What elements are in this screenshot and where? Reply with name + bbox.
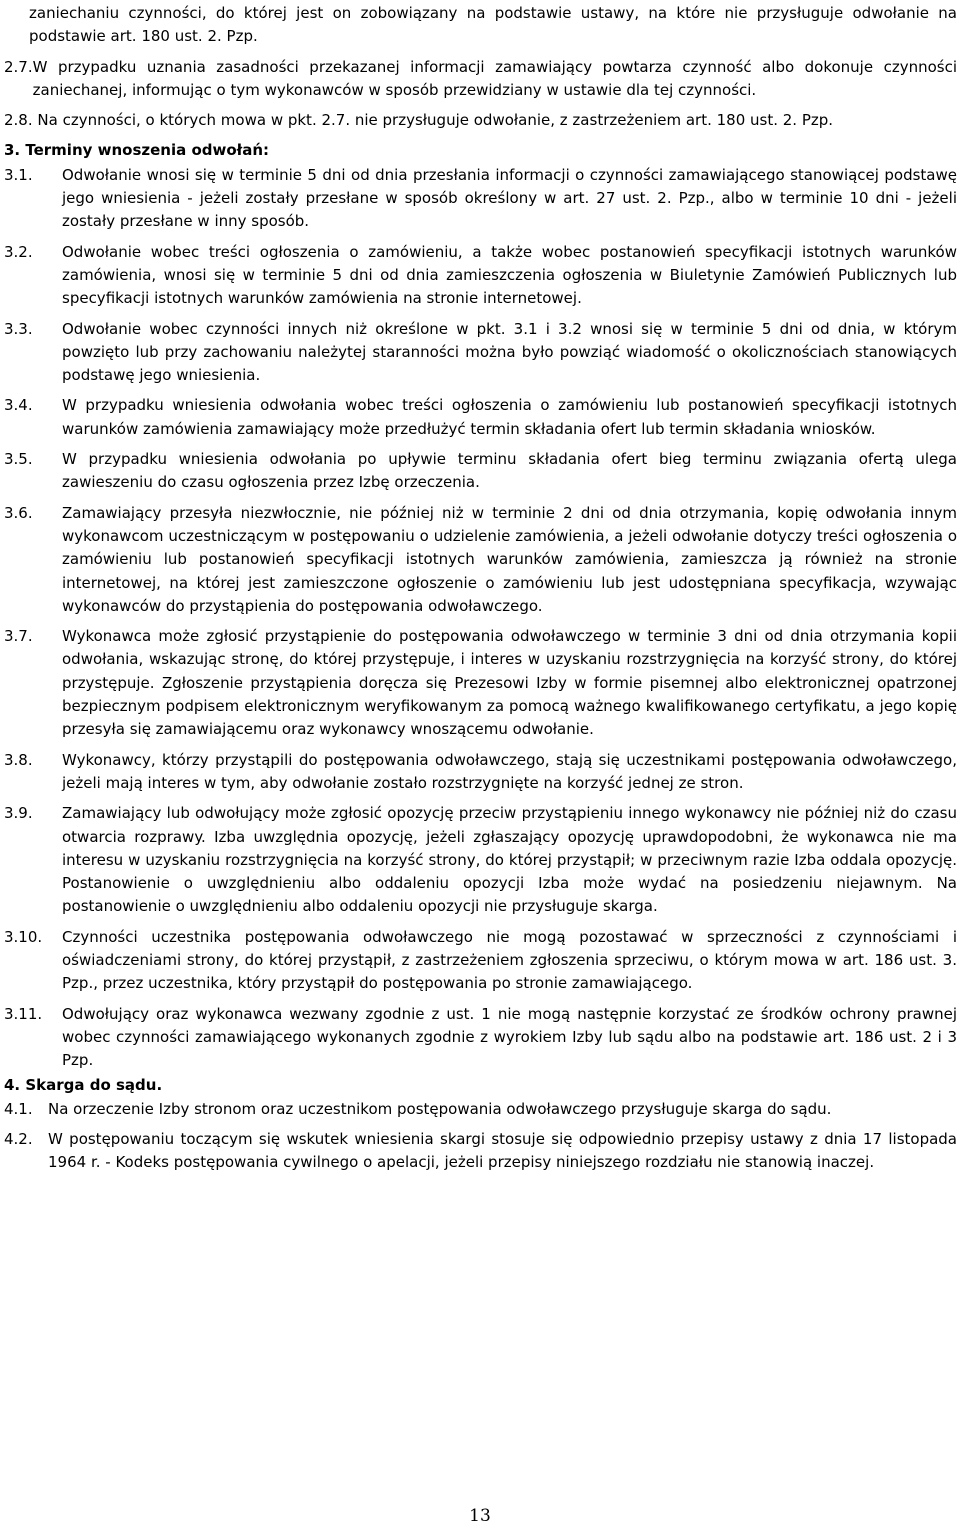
- item-text: Odwołanie wobec treści ogłoszenia o zamówieniu, a także wobec postanowień specyfikacji istotnych warunków zamówienia, wnosi się w terminie 5 dni od dnia zamieszczenia ogłoszenia w Biuletynie Zamówień Publicznych lub specyfikacji istotnych warunków zamówienia na stronie internetowej.: [62, 242, 957, 308]
- item-number: 2.8.: [4, 111, 33, 130]
- item-number: 3.9.: [4, 804, 33, 823]
- item-text: Odwołanie wnosi się w terminie 5 dni od dnia przesłania informacji o czynności zamawiającego stanowiącej podstawę jego wniesienia - jeżeli zostały przesłane w sposób określony w art. 27 ust. 2. Pzp., albo w terminie 10 dni - jeżeli zostały przesłane w inny sposób.: [62, 165, 957, 231]
- item-number: 4.2.: [4, 1130, 33, 1149]
- item-number: 4.1.: [4, 1099, 33, 1118]
- list-item: [4, 1003, 957, 1073]
- item-text: Zamawiający przesyła niezwłocznie, nie później niż w terminie 2 dni od dnia otrzymania, kopię odwołania innym wykonawcom uczestniczącym w postępowaniu o udzielenie zamówienia, a jeżeli odwołanie dotyczy treści ogłoszenia o zamówieniu lub postanowień specyfikacji istotnych warunków zamówienia, zamieszcza ją również na stronie internetowej, na której jest zamieszczone ogłoszenie o zamówieniu lub jest udostępniana specyfikacja, wzywając wykonawców do przystąpienia do postępowania odwoławczego.: [62, 503, 957, 615]
- list-item: [4, 802, 957, 918]
- document-body: [4, 0, 957, 1175]
- item-number: 2.7.: [4, 57, 33, 76]
- item-2-8: [4, 109, 957, 132]
- item-number: 3.10.: [4, 927, 43, 946]
- item-text: Odwołujący oraz wykonawca wezwany zgodnie z ust. 1 nie mogą następnie korzystać ze środków ochrony prawnej wobec czynności zamawiającego wykonanych zgodnie z wyrokiem Izby lub sądu albo na podstawie art. 186 ust. 2 i 3 Pzp.: [62, 1004, 957, 1070]
- list-item: [4, 318, 957, 388]
- list-item: [4, 625, 957, 741]
- item-text: Na orzeczenie Izby stronom oraz uczestnikom postępowania odwoławczego przysługuje skarga do sądu.: [48, 1099, 832, 1118]
- item-text: W przypadku uznania zasadności przekazanej informacji zamawiający powtarza czynność albo dokonuje czynności zaniechanej, informując o tym wykonawców w sposób przewidziany w ustawie dla tej czynności.: [32, 57, 957, 99]
- intro-paragraph: zaniechaniu czynności, do której jest on zobowiązany na podstawie ustawy, na które nie przysługuje odwołanie na podstawie art. 180 ust. 2. Pzp.: [29, 4, 957, 46]
- list-item: [4, 1098, 957, 1121]
- item-text: Na czynności, o których mowa w pkt. 2.7. nie przysługuje odwołanie, z zastrzeżeniem art. 180 ust. 2. Pzp.: [37, 111, 834, 130]
- item-number: 3.8.: [4, 750, 33, 769]
- item-text: Odwołanie wobec czynności innych niż określone w pkt. 3.1 i 3.2 wnosi się w terminie 5 dni od dnia, w którym powzięto lub przy zachowaniu należytej staranności można było powziąć wiadomość o okolicznościach stanowiących podstawę jego wniesienia.: [62, 319, 957, 385]
- item-2-7: [4, 56, 957, 103]
- item-number: 3.2.: [4, 242, 33, 261]
- item-number: 3.3.: [4, 319, 33, 338]
- list-item: [4, 749, 957, 796]
- item-number: 3.11.: [4, 1004, 43, 1023]
- section-4-list: [4, 1098, 957, 1175]
- item-text: W postępowaniu toczącym się wskutek wniesienia skargi stosuje się odpowiednio przepisy ustawy z dnia 17 listopada 1964 r. - Kodeks postępowania cywilnego o apelacji, jeżeli przepisy niniejszego rozdziału nie stanowią inaczej.: [48, 1130, 957, 1172]
- section-3-heading: 3. Terminy wnoszenia odwołań:: [4, 141, 270, 160]
- list-item: [4, 926, 957, 996]
- item-number: 3.4.: [4, 396, 33, 415]
- list-item: [4, 502, 957, 618]
- item-text: W przypadku wniesienia odwołania wobec treści ogłoszenia o zamówieniu lub postanowień specyfikacji istotnych warunków zamówienia zamawiający może przedłużyć termin składania ofert lub termin składania wniosków.: [62, 396, 957, 438]
- list-item: [4, 394, 957, 441]
- item-text: Zamawiający lub odwołujący może zgłosić opozycję przeciw przystąpieniu innego wykonawcy nie później niż do czasu otwarcia rozprawy. Izba uwzględnia opozycję, jeżeli zgłaszający opozycję uprawdopodobni, że wykonawca nie ma interesu w uzyskaniu rozstrzygnięcia na korzyść strony, do której przystąpił; w przeciwnym razie Izba oddala opozycję. Postanowienie o uwzględnieniu albo oddaleniu opozycji Izba może wydać na posiedzeniu niejawnym. Na postanowienie o uwzględnieniu albo oddaleniu opozycji nie przysługuje skarga.: [62, 804, 957, 916]
- item-number: 3.5.: [4, 450, 33, 469]
- list-item: [4, 448, 957, 495]
- item-text: Wykonawcy, którzy przystąpili do postępowania odwoławczego, stają się uczestnikami postępowania odwoławczego, jeżeli mają interes w tym, aby odwołanie zostało rozstrzygnięte na korzyść jednej ze stron.: [62, 750, 957, 792]
- item-text: Wykonawca może zgłosić przystąpienie do postępowania odwoławczego w terminie 3 dni od dnia otrzymania kopii odwołania, wskazując stronę, do której przystępuje, i interes w uzyskaniu rozstrzygnięcia na korzyść strony, do której przystępuje. Zgłoszenie przystąpienia doręcza się Prezesowi Izby w formie pisemnej albo elektronicznej opatrzonej bezpiecznym podpisem elektronicznym weryfikowanym za pomocą ważnego kwalifikowanego certyfikatu, a jego kopię przesyła się zamawiającemu oraz wykonawcy wnoszącemu odwołanie.: [62, 627, 957, 739]
- item-text: W przypadku wniesienia odwołania po upływie terminu składania ofert bieg terminu związania ofertą ulega zawieszeniu do czasu ogłoszenia przez Izbę orzeczenia.: [62, 450, 957, 492]
- list-item: [4, 241, 957, 311]
- item-number: 3.7.: [4, 627, 33, 646]
- list-item: [4, 1128, 957, 1175]
- section-4-heading: 4. Skarga do sądu.: [4, 1076, 163, 1095]
- list-item: [4, 164, 957, 234]
- section-3-list: [4, 164, 957, 1073]
- item-number: 3.6.: [4, 503, 33, 522]
- item-text: Czynności uczestnika postępowania odwoławczego nie mogą pozostawać w sprzeczności z czynnościami i oświadczeniami strony, do której przystąpił, z zastrzeżeniem zgłoszenia sprzeciwu, o którym mowa w art. 186 ust. 3. Pzp., przez uczestnika, który przystąpił do postępowania po stronie zamawiającego.: [62, 927, 957, 993]
- item-number: 3.1.: [4, 165, 33, 184]
- page-number: 13: [469, 1506, 491, 1526]
